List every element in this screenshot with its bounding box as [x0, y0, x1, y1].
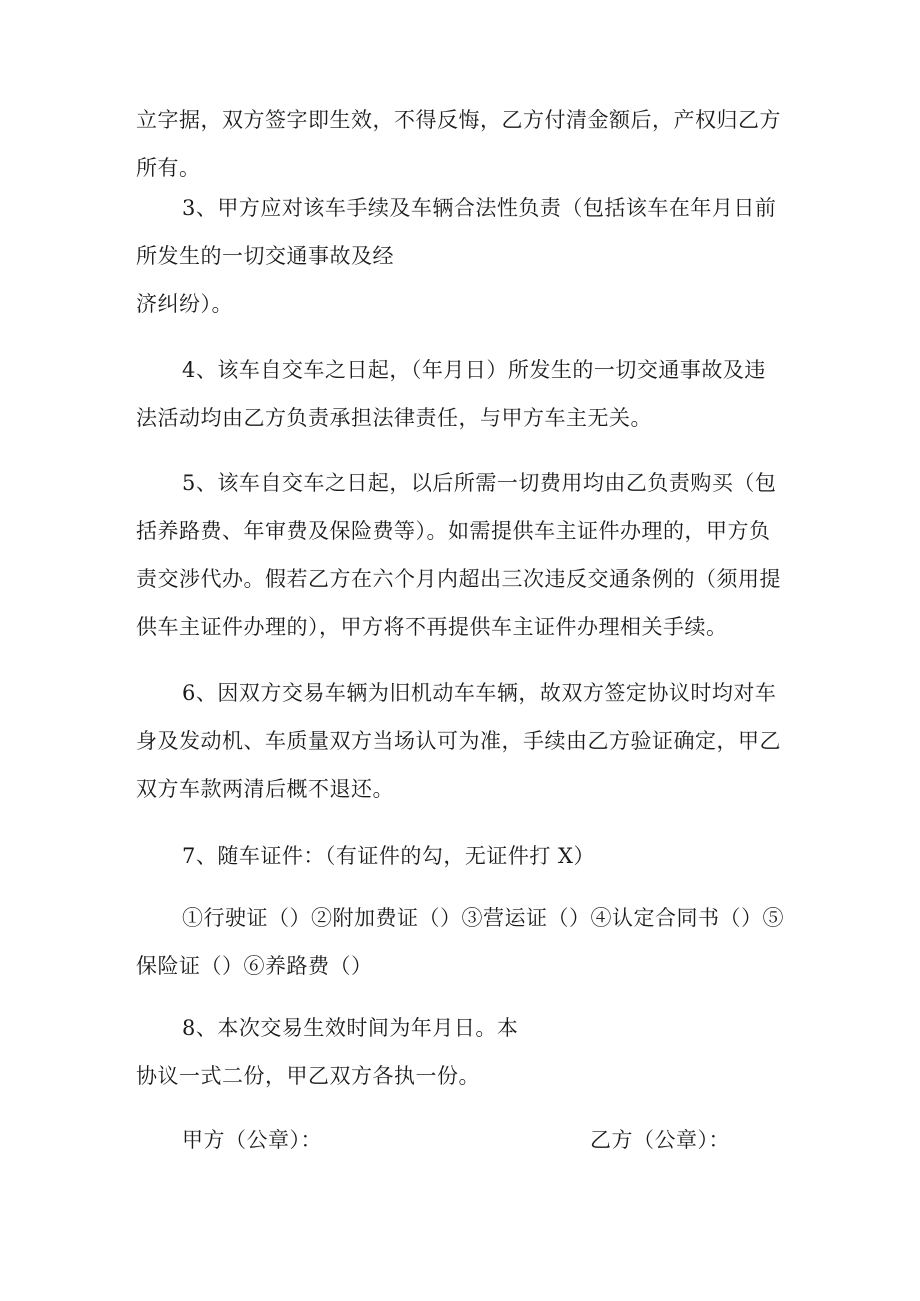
text-line: 3、甲方应对该车手续及车辆合法性负责（包括该车在年月日前: [182, 196, 777, 220]
text-line: 6、因双方交易车辆为旧机动车车辆，故双方签定协议时均对车: [182, 681, 777, 705]
clause-4: [136, 346, 786, 442]
party-b-seal-label: 乙方（公章）：: [590, 1128, 730, 1152]
clause-3: [136, 184, 786, 328]
text-line: 身及发动机、车质量双方当场认可为准，手续由乙方验证确定，甲乙: [136, 729, 781, 753]
text-line: 双方车款两清后概不退还。: [136, 777, 394, 801]
text-line: 供车主证件办理的），甲方将不再提供车主证件办理相关手续。: [136, 615, 728, 639]
text-line: 责交涉代办。假若乙方在六个月内超出三次违反交通条例的（须用提: [136, 567, 781, 591]
clause-8: [136, 1004, 786, 1100]
text-line: 8、本次交易生效时间为年月日。本: [182, 1016, 519, 1040]
paragraph-intro-continuation: [136, 96, 786, 192]
text-line: 所发生的一切交通事故及经: [136, 244, 394, 268]
party-a-seal-label: 甲方（公章）：: [182, 1128, 322, 1152]
text-line: ①行驶证（）②附加费证（）③营运证（）④认定合同书（）⑤: [182, 906, 784, 930]
text-line: 协议一式二份，甲乙双方各执一份。: [136, 1064, 480, 1088]
text-line: 立字据，双方签字即生效，不得反悔，乙方付清金额后，产权归乙方: [136, 108, 781, 132]
text-line: 济纠纷）。: [136, 292, 233, 316]
text-line: 4、该车自交车之日起，（年月日）所发生的一切交通事故及违: [182, 358, 766, 382]
clause-7: [136, 832, 786, 880]
text-line: 5、该车自交车之日起，以后所需一切费用均由乙负责购买（包: [182, 471, 777, 495]
text-line: 括养路费、年审费及保险费等）。如需提供车主证件办理的，甲方负: [136, 519, 771, 543]
clause-5: [136, 459, 786, 651]
text-line: 法活动均由乙方负责承担法律责任，与甲方车主无关。: [136, 406, 652, 430]
text-line: 所有。: [136, 156, 201, 180]
text-line: 7、随车证件：（有证件的勾，无证件打 X）: [182, 844, 595, 868]
clause-7-document-list: [136, 894, 786, 990]
clause-6: [136, 669, 786, 813]
text-line: 保险证（）⑥养路费（）: [136, 954, 373, 978]
